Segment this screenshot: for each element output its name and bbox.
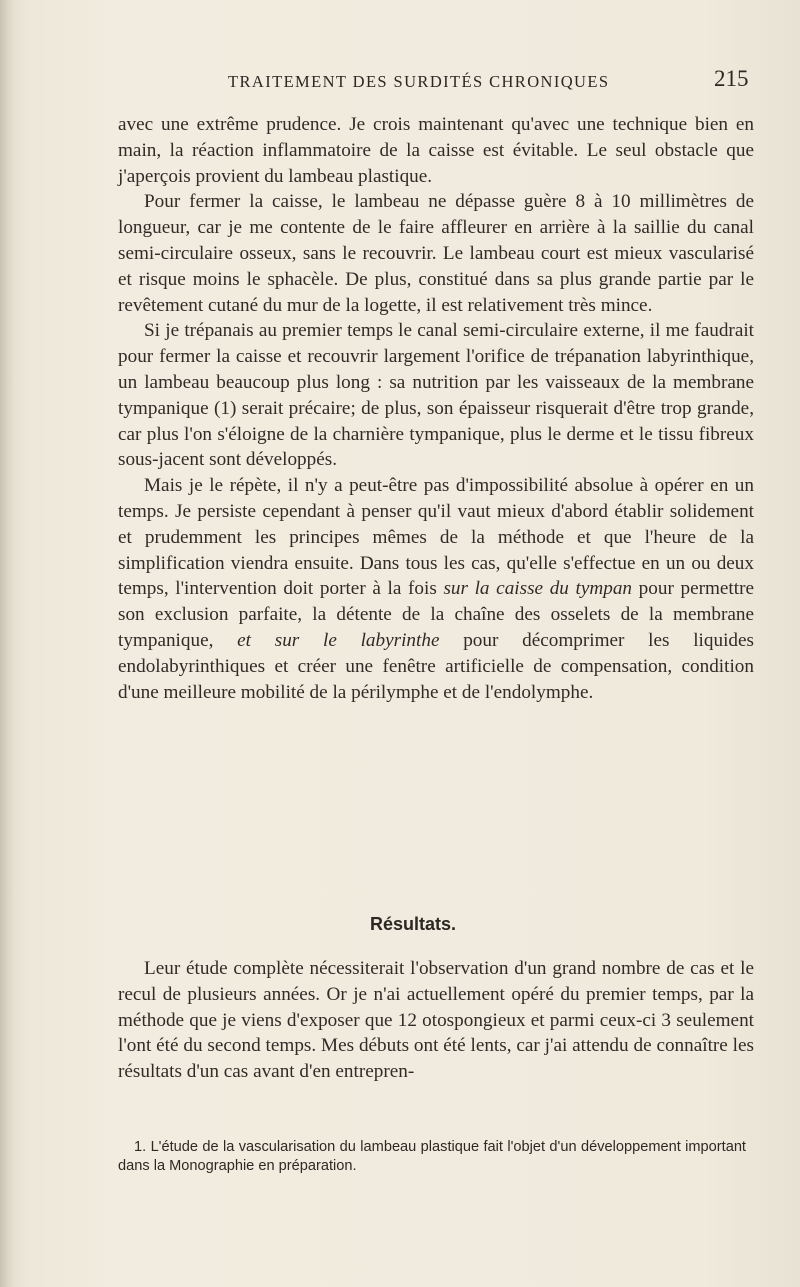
binding-shadow: [0, 0, 14, 1287]
paragraph-4-italic-1: sur la caisse du tympan: [443, 578, 633, 600]
body-text: [118, 112, 754, 705]
section-paragraph: Leur étude complète nécessiterait l'observation d'un grand nombre de cas et le recul de plusieurs années. Or je n'ai actuellement opéré du premier temps, par la méthode que je viens d'exposer que 12 otospongieux et parmi ceux-ci 3 seulement l'ont été du second temps. Mes débuts ont été lents, car j'ai attendu de connaître les résultats d'un cas avant d'en entrepren-: [118, 958, 754, 1083]
paragraph-4-italic-2: et sur le labyrinthe: [237, 629, 440, 651]
paragraph-4: [118, 473, 754, 705]
section-text: [118, 956, 754, 1085]
section-heading: Résultats.: [370, 914, 457, 934]
paragraph-2: Pour fermer la caisse, le lambeau ne dépasse guère 8 à 10 millimètres de longueur, car je me contente de le faire affleurer en arrière à la saillie du canal semi-circulaire osseux, sans le recouvrir. Le lambeau court est mieux vascularisé et risque moins le sphacèle. De plus, constitué dans sa plus grande partie par le revêtement cutané du mur de la logette, il est relativement très mince.: [118, 191, 754, 316]
footnote-text: 1. L'étude de la vascularisation du lambeau plastique fait l'objet d'un développement important dans la Monographie en préparation.: [118, 1139, 746, 1174]
paragraph-4-part-1: Mais je le répète, il n'y a peut-être pas d'impossibilité absolue à opérer en un temps. Je persiste cependant à penser qu'il vaut mieux d'abord établir solidement et prudemment les principes mêmes de la méthode et que l'heure de la simplification viendra ensuite. Dans tous les cas, qu'elle s'effectue en un ou deux temps, l'intervention doit porter à la fois: [118, 475, 754, 600]
paragraph-3: Si je trépanais au premier temps le canal semi-circulaire externe, il me faudrait pour fermer la caisse et recouvrir largement l'orifice de trépanation labyrinthique, un lambeau beaucoup plus long : sa nutrition par les vaisseaux de la membrane tympanique (1) serait précaire; de plus, son épaisseur risquerait d'être trop grande, car plus l'on s'éloigne de la charnière tympanique, plus le derme et le tissu fibreux sous-jacent sont développés.: [118, 320, 754, 471]
page-number: 215: [714, 66, 749, 91]
paragraph-4-part-3: pour décomprimer les liquides endolabyrinthiques et créer une fenêtre artificielle de compensation, condition d'une meilleure mobilité de la périlymphe et de l'endolymphe.: [118, 629, 754, 703]
paragraph-4-part-2: pour permettre son exclusion parfaite, la détente de la chaîne des osselets de la membrane tympanique,: [118, 578, 754, 651]
footnote: [118, 1138, 746, 1176]
paragraph-1: avec une extrême prudence. Je crois maintenant qu'avec une technique bien en main, la réaction inflammatoire de la caisse est évitable. Le seul obstacle que j'aperçois provient du lambeau plastique.: [118, 114, 754, 187]
running-title: TRAITEMENT DES SURDITÉS CHRONIQUES: [228, 72, 610, 91]
